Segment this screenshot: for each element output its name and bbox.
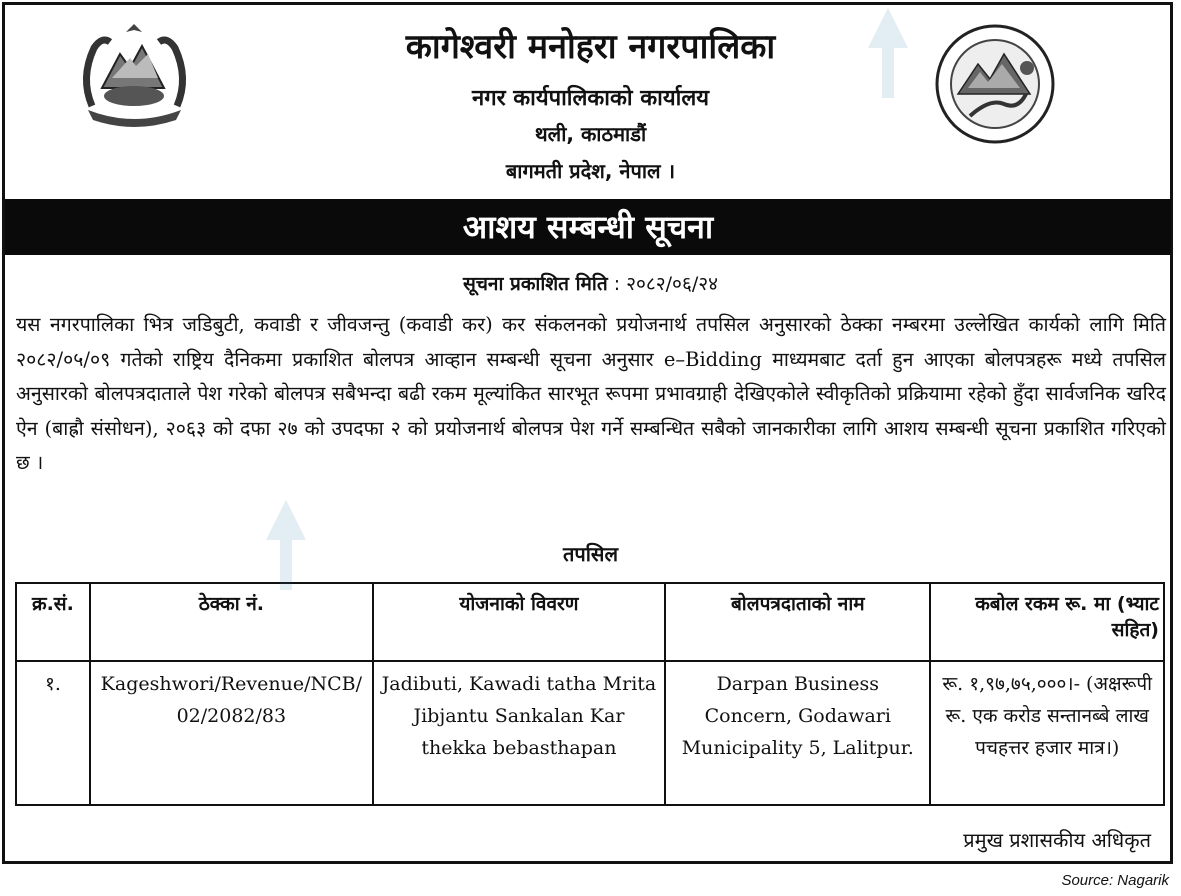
org-name: कागेश्वरी मनोहरा नगरपालिका — [405, 27, 776, 67]
province-country: बागमती प्रदेश, नेपाल । — [505, 159, 676, 183]
publish-date: २०८२/०६/२४ — [626, 273, 718, 295]
bid-table — [15, 582, 1165, 806]
cell-description: Jadibuti, Kawadi tatha Mrita Jibjantu Sankalan Kar thekka bebasthapan — [373, 661, 665, 805]
source-credit: Source: Nagarik — [1061, 872, 1169, 889]
cell-bidder: Darpan Business Concern, Godawari Municipality 5, Lalitpur. — [665, 661, 930, 805]
col-header-amount: कबोल रकम रू. मा (भ्याट सहित) — [930, 583, 1164, 661]
table-header-row — [16, 583, 1164, 661]
table-row — [16, 661, 1164, 805]
cell-sn: १. — [16, 661, 90, 805]
publish-date-label: सूचना प्रकाशित मिति — [463, 273, 608, 295]
office-name: नगर कार्यपालिकाको कार्यालय — [472, 86, 709, 111]
col-header-description: योजनाको विवरण — [373, 583, 665, 661]
notice-body: यस नगरपालिका भित्र जडिबुटी, कवाडी र जीवजन्तु (कवाडी कर) कर संकलनको प्रयोजनार्थ तपसिल अनुसारको ठेक्का नम्बरमा उल्लेखित कार्यको लागि मिति २०८२/०५/०९ गतेको राष्ट्रिय दैनिकमा प्रकाशित बोलपत्र आव्हान सम्बन्धी सूचना अनुसार e–Bidding माध्यमबाट दर्ता हुन आएका बोलपत्रहरू मध्ये तपसिल अनुसारको बोलपत्रदाताले पेश गरेको बोलपत्र सबैभन्दा बढी रकम मूल्यांकित सारभूत रूपमा प्रभावग्राही देखिएकोले स्वीकृतिको प्रक्रियामा रहेको हुँदा सार्वजनिक खरिद ऐन (बाह्रौ संसोधन), २०६३ को दफा २७ को उपदफा २ को प्रयोजनार्थ बोलपत्र पेश गर्ने सम्बन्धित सबैको जानकारीका लागि आशय सम्बन्धी सूचना प्रकाशित गरिएको छ । — [16, 313, 1166, 474]
publish-date-line: सूचना प्रकाशित मिति : २०८२/०६/२४ — [463, 273, 718, 295]
signatory: प्रमुख प्रशासकीय अधिकृत — [963, 828, 1151, 852]
notice-title-banner: आशय सम्बन्धी सूचना — [5, 199, 1171, 255]
col-header-bidder: बोलपत्रदाताको नाम — [665, 583, 930, 661]
col-header-contract-no: ठेक्का नं. — [90, 583, 373, 661]
office-location: थली, काठमाडौं — [534, 122, 647, 146]
cell-amount: रू. १,९७,७५,०००।- (अक्षरूपी रू. एक करोड सन्तानब्बे लाख पचहत्तर हजार मात्र।) — [930, 661, 1164, 805]
table-heading: तपसिल — [562, 542, 619, 566]
cell-contract-no: Kageshwori/Revenue/NCB/ 02/2082/83 — [90, 661, 373, 805]
col-header-sn: क्र.सं. — [16, 583, 90, 661]
